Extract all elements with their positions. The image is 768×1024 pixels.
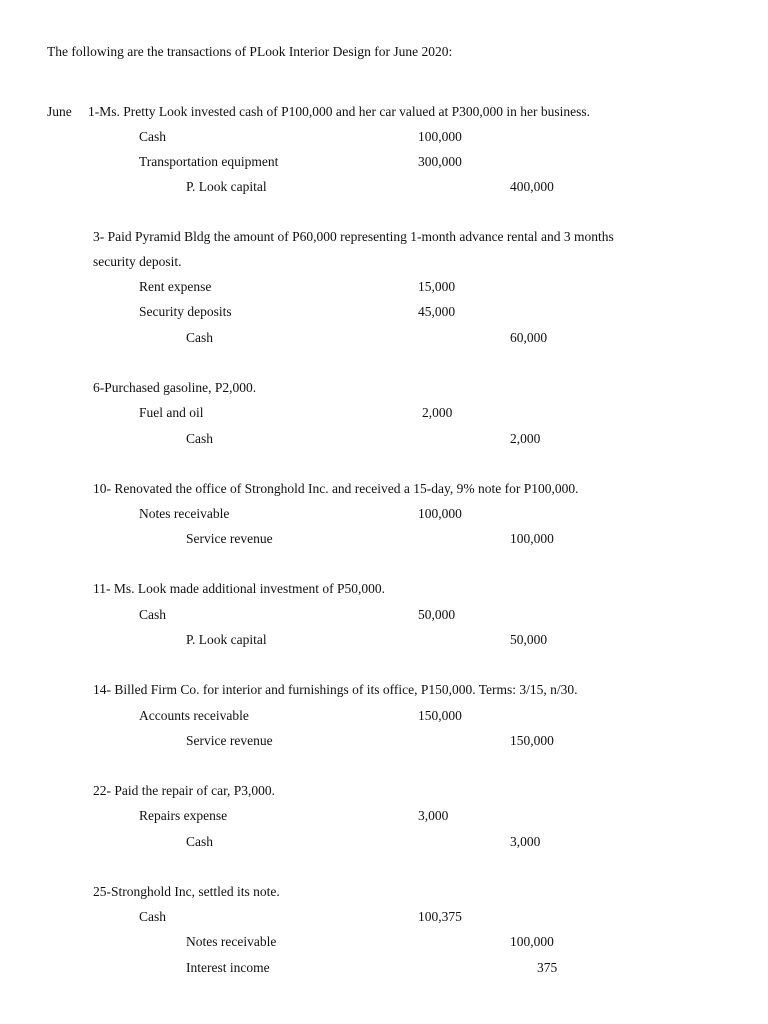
debit-account: Notes receivable bbox=[139, 506, 230, 521]
debit-amount: 50,000 bbox=[418, 607, 456, 622]
debit-account: Security deposits bbox=[139, 304, 232, 319]
transaction-description-line bbox=[0, 479, 768, 499]
journal-entry-line bbox=[0, 731, 768, 751]
credit-account: Cash bbox=[186, 330, 213, 345]
transaction-description-line bbox=[0, 882, 768, 902]
journal-entry-line bbox=[0, 706, 768, 726]
journal-entry-line bbox=[0, 177, 768, 197]
debit-account: Cash bbox=[139, 129, 166, 144]
debit-account: Fuel and oil bbox=[139, 405, 204, 420]
credit-amount: 375 bbox=[537, 960, 558, 975]
journal-entry-line bbox=[0, 152, 768, 172]
debit-amount: 100,000 bbox=[418, 506, 462, 521]
journal-entry-line bbox=[0, 806, 768, 826]
debit-account: Rent expense bbox=[139, 279, 212, 294]
debit-amount: 3,000 bbox=[418, 808, 449, 823]
journal-entry-line bbox=[0, 529, 768, 549]
debit-amount: 150,000 bbox=[418, 708, 462, 723]
credit-amount: 50,000 bbox=[510, 632, 548, 647]
journal-entry-line bbox=[0, 932, 768, 952]
debit-account: Repairs expense bbox=[139, 808, 228, 823]
transaction-description: 25-Stronghold Inc, settled its note. bbox=[93, 884, 280, 899]
debit-amount: 45,000 bbox=[418, 304, 456, 319]
transaction-description-line bbox=[0, 378, 768, 398]
credit-account: Interest income bbox=[186, 960, 270, 975]
transaction-description: 10- Renovated the office of Stronghold Inc. and received a 15-day, 9% note for P100,000. bbox=[93, 481, 579, 496]
credit-amount: 60,000 bbox=[510, 330, 548, 345]
debit-account: Cash bbox=[139, 909, 166, 924]
journal-entry-line bbox=[0, 958, 768, 978]
credit-account: Cash bbox=[186, 834, 213, 849]
transaction-description-line bbox=[0, 252, 768, 272]
journal-entry-line bbox=[0, 630, 768, 650]
debit-account: Accounts receivable bbox=[139, 708, 249, 723]
transaction-description-line bbox=[0, 102, 768, 122]
credit-account: Notes receivable bbox=[186, 934, 277, 949]
debit-amount: 15,000 bbox=[418, 279, 456, 294]
transaction-description: 6-Purchased gasoline, P2,000. bbox=[93, 380, 257, 395]
debit-account: Cash bbox=[139, 607, 166, 622]
transaction-description: 3- Paid Pyramid Bldg the amount of P60,000 representing 1-month advance rental and 3 months bbox=[93, 229, 614, 244]
heading-line bbox=[0, 42, 768, 62]
transaction-description: 22- Paid the repair of car, P3,000. bbox=[93, 783, 276, 798]
transaction-description-line bbox=[0, 680, 768, 700]
journal-entry-line bbox=[0, 429, 768, 449]
debit-amount: 100,000 bbox=[418, 129, 462, 144]
credit-amount: 2,000 bbox=[510, 431, 541, 446]
journal-entry-line bbox=[0, 907, 768, 927]
journal-entry-line bbox=[0, 403, 768, 423]
debit-amount: 2,000 bbox=[422, 405, 453, 420]
credit-account: P. Look capital bbox=[186, 632, 267, 647]
journal-entry-line bbox=[0, 328, 768, 348]
journal-entry-line bbox=[0, 302, 768, 322]
journal-entry-line bbox=[0, 605, 768, 625]
debit-amount: 300,000 bbox=[418, 154, 462, 169]
credit-amount: 400,000 bbox=[510, 179, 554, 194]
transaction-description: security deposit. bbox=[93, 254, 182, 269]
month-label: June bbox=[47, 104, 72, 119]
transaction-description: 14- Billed Firm Co. for interior and furnishings of its office, P150,000. Terms: 3/15, n/30. bbox=[93, 682, 578, 697]
journal-entry-line bbox=[0, 127, 768, 147]
journal-entry-line bbox=[0, 504, 768, 524]
credit-account: Service revenue bbox=[186, 531, 273, 546]
journal-entry-line bbox=[0, 832, 768, 852]
transaction-description-line bbox=[0, 579, 768, 599]
credit-account: Service revenue bbox=[186, 733, 273, 748]
transaction-description: 1-Ms. Pretty Look invested cash of P100,000 and her car valued at P300,000 in her business. bbox=[88, 104, 591, 119]
credit-amount: 100,000 bbox=[510, 934, 554, 949]
credit-amount: 3,000 bbox=[510, 834, 541, 849]
journal-entry-line bbox=[0, 277, 768, 297]
transaction-description-line bbox=[0, 781, 768, 801]
transaction-description-line bbox=[0, 227, 768, 247]
debit-amount: 100,375 bbox=[418, 909, 462, 924]
credit-amount: 100,000 bbox=[510, 531, 554, 546]
credit-amount: 150,000 bbox=[510, 733, 554, 748]
debit-account: Transportation equipment bbox=[139, 154, 279, 169]
credit-account: Cash bbox=[186, 431, 213, 446]
credit-account: P. Look capital bbox=[186, 179, 267, 194]
transaction-description: 11- Ms. Look made additional investment of P50,000. bbox=[93, 581, 385, 596]
document-heading: The following are the transactions of PLook Interior Design for June 2020: bbox=[47, 44, 453, 59]
